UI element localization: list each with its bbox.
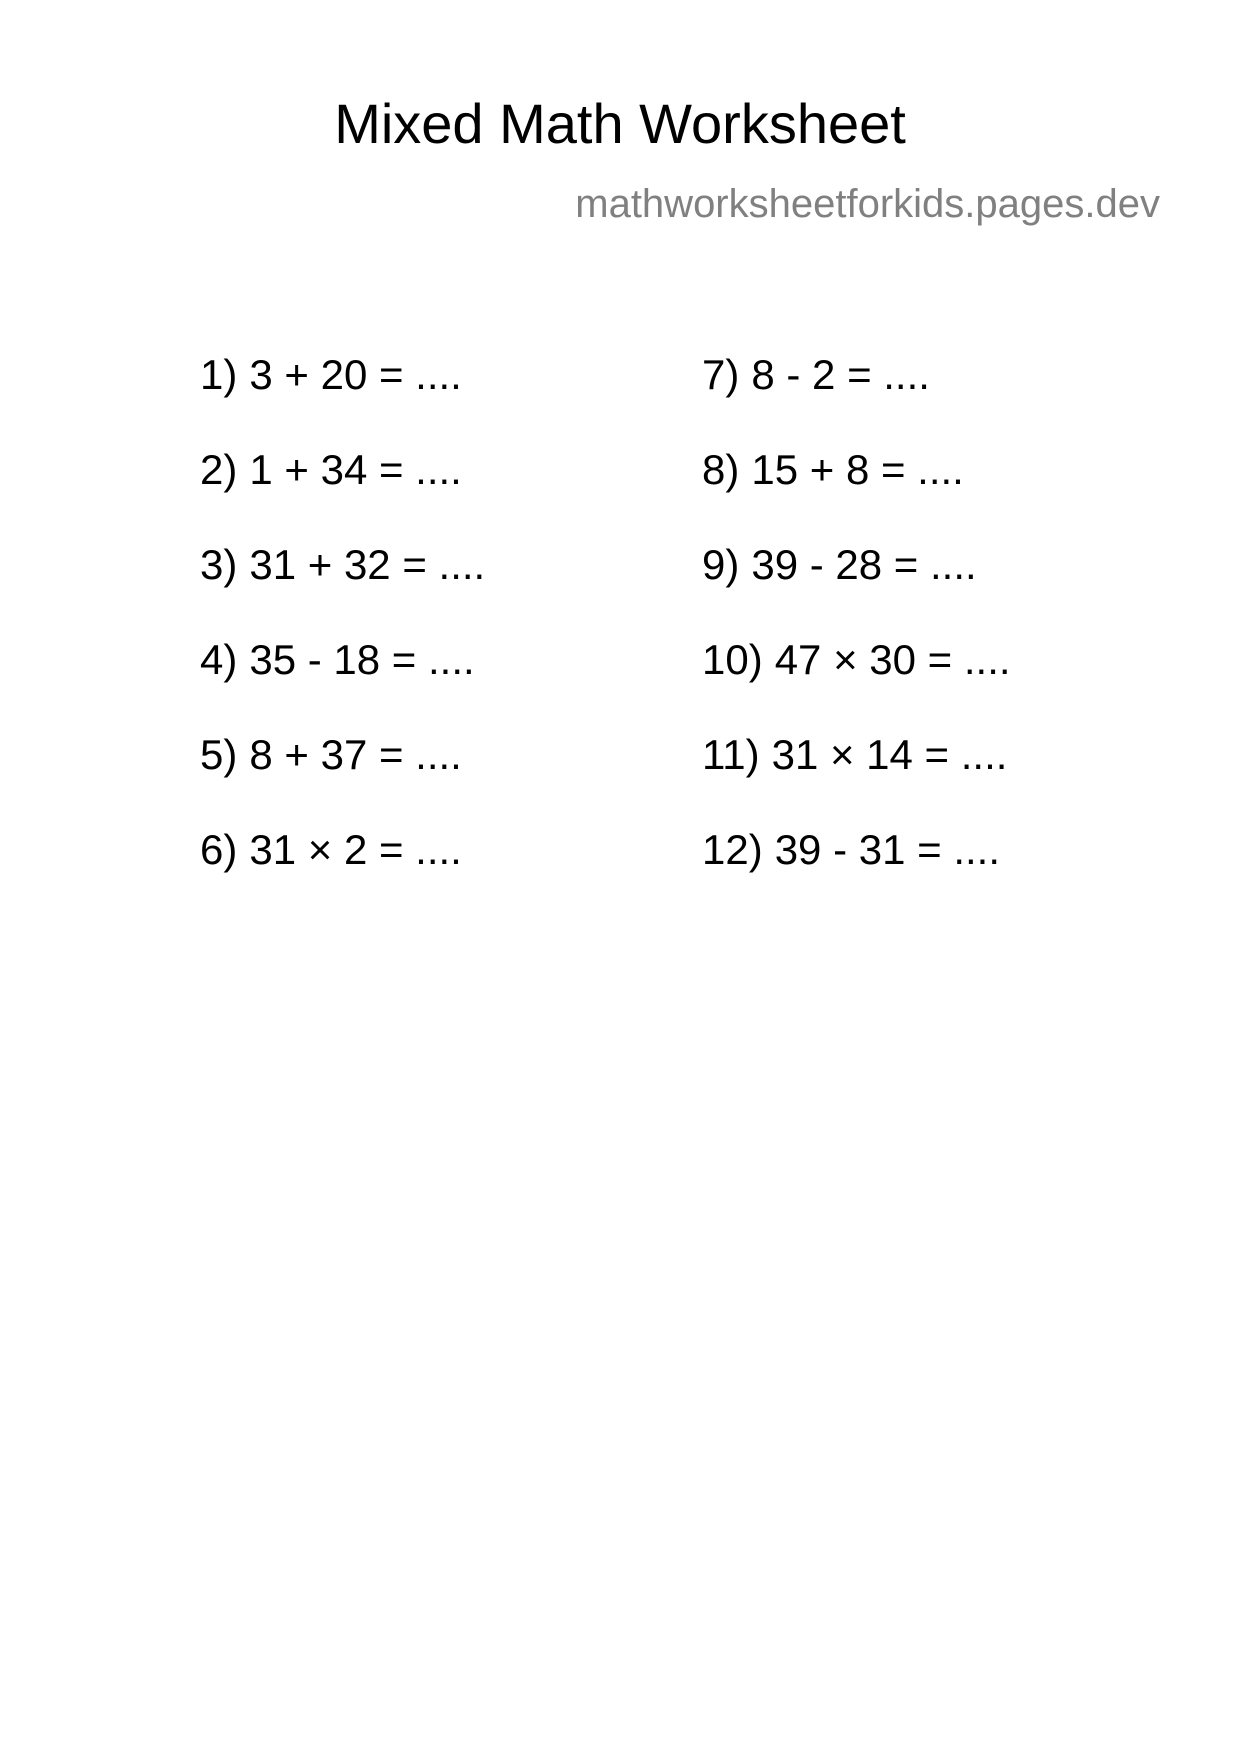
- problem-expression: 8 + 37 = ....: [249, 731, 462, 778]
- problem-number: 5): [200, 731, 238, 778]
- problem-number: 10): [702, 636, 763, 683]
- problem-8: [702, 446, 1162, 544]
- problem-4: [200, 636, 660, 734]
- problem-expression: 31 + 32 = ....: [249, 541, 486, 588]
- problem-expression: 35 - 18 = ....: [249, 636, 475, 683]
- problem-12: [702, 826, 1162, 924]
- problem-expression: 15 + 8 = ....: [751, 446, 964, 493]
- problem-9: [702, 541, 1162, 639]
- problem-expression: 31 × 2 = ....: [249, 826, 462, 873]
- problem-10: [702, 636, 1162, 734]
- problem-1: [200, 351, 660, 449]
- problem-expression: 39 - 31 = ....: [774, 826, 1001, 873]
- problem-3: [200, 541, 660, 639]
- problem-expression: 31 × 14 = ....: [771, 731, 1008, 778]
- problem-number: 7): [702, 351, 740, 398]
- problem-expression: 47 × 30 = ....: [774, 636, 1011, 683]
- problems-column-right: [702, 351, 1162, 924]
- problem-5: [200, 731, 660, 829]
- problems-column-left: [200, 351, 660, 924]
- problem-expression: 1 + 34 = ....: [249, 446, 462, 493]
- problem-number: 12): [702, 826, 763, 873]
- problem-11: [702, 731, 1162, 829]
- problem-7: [702, 351, 1162, 449]
- problem-number: 11): [702, 731, 760, 778]
- problem-number: 9): [702, 541, 740, 588]
- site-url: mathworksheetforkids.pages.dev: [575, 182, 1160, 226]
- problem-number: 2): [200, 446, 238, 493]
- page-title: Mixed Math Worksheet: [334, 92, 906, 155]
- problem-number: 4): [200, 636, 238, 683]
- problem-expression: 39 - 28 = ....: [751, 541, 977, 588]
- problem-expression: 8 - 2 = ....: [751, 351, 930, 398]
- problem-6: [200, 826, 660, 924]
- problem-number: 8): [702, 446, 740, 493]
- problem-number: 6): [200, 826, 238, 873]
- problem-expression: 3 + 20 = ....: [249, 351, 462, 398]
- problem-2: [200, 446, 660, 544]
- problem-number: 1): [200, 351, 238, 398]
- problem-number: 3): [200, 541, 238, 588]
